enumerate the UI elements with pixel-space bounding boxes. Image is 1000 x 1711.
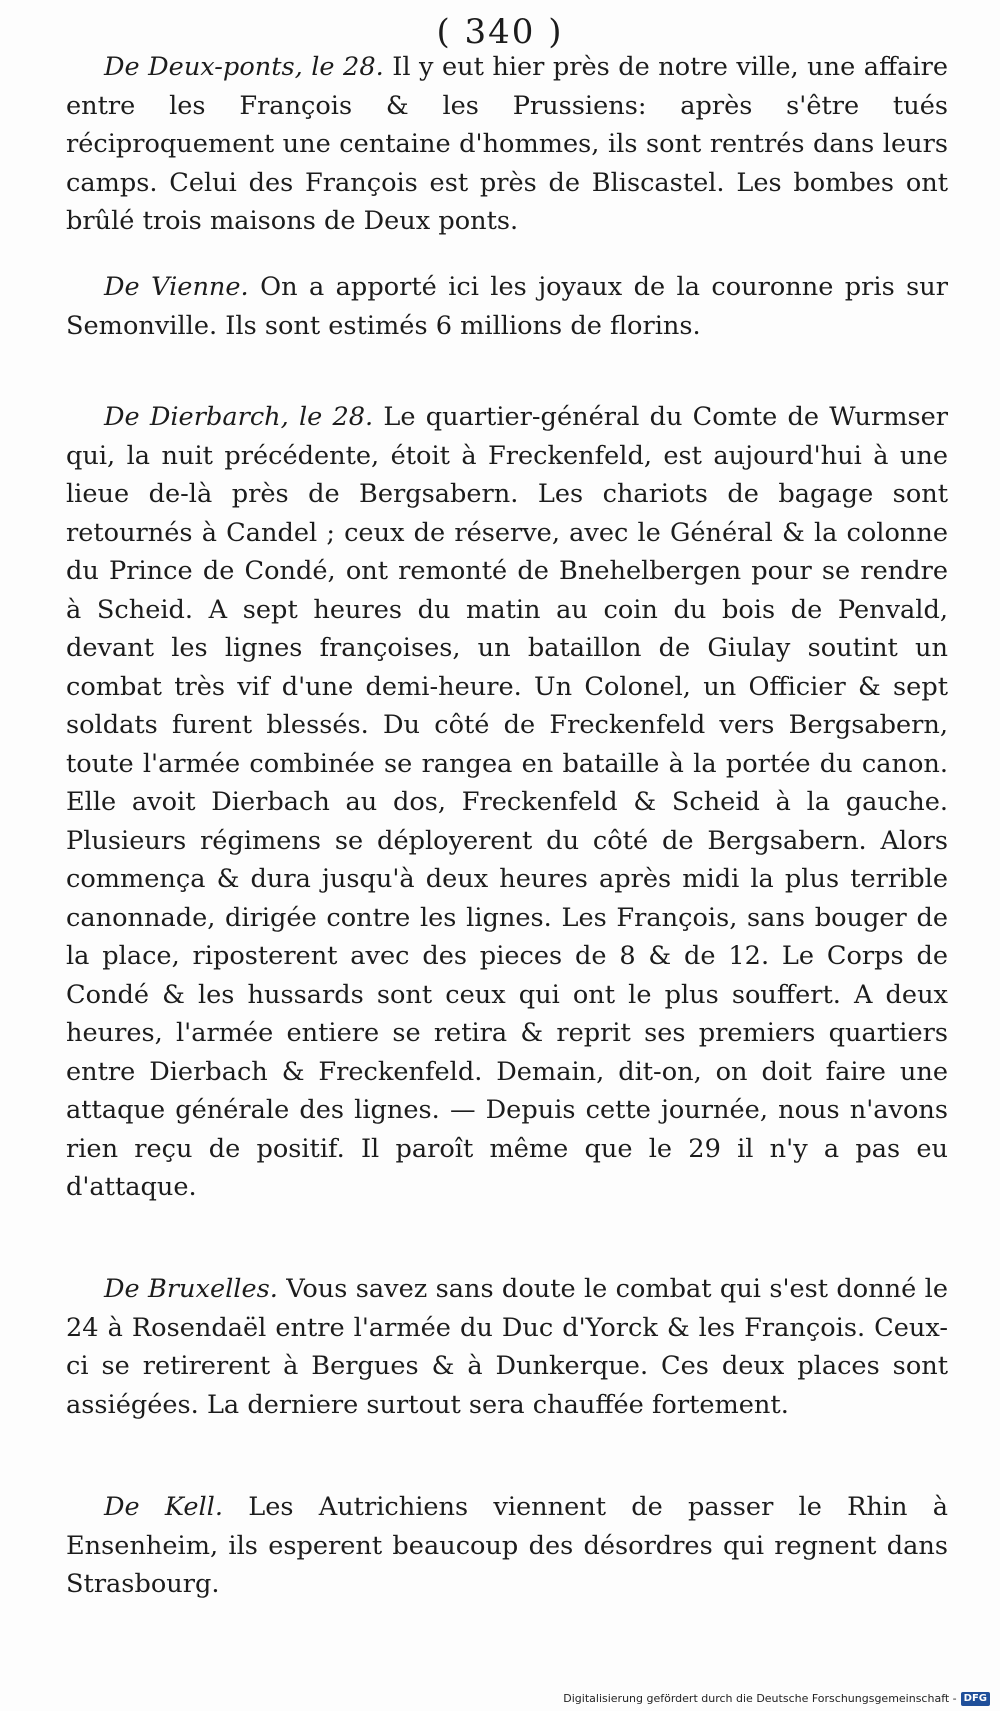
paragraph-bruxelles [66,1270,948,1424]
dateline-deux-ponts: De Deux-ponts, le 28. [104,52,384,82]
paragraph-kell [66,1488,948,1604]
text-vienne: On a apporté ici les joyaux de la couronne pris sur Semonville. Ils sont estimés 6 millions de florins. [66,272,948,341]
dateline-bruxelles: De Bruxelles. [104,1274,278,1304]
paragraph-deux-ponts [66,48,948,241]
dateline-dierbarch: De Dierbarch, le 28. [104,402,374,432]
dateline-vienne: De Vienne. [104,272,249,302]
page-number: ( 340 ) [436,12,564,52]
text-kell: Les Autrichiens viennent de passer le Rhin à Ensenheim, ils esperent beaucoup des désordres qui regnent dans Strasbourg. [66,1492,948,1599]
credit-text: Digitalisierung gefördert durch die Deutsche Forschungsgemeinschaft - [563,1692,957,1705]
text-deux-ponts: Il y eut hier près de notre ville, une affaire entre les François & les Prussiens: après s'être tués réciproquement une centaine d'hommes, ils sont rentrés dans leurs camps. Celui des François est près de Bliscastel. Les bombes ont brûlé trois maisons de Deux ponts. [66,52,948,236]
paragraph-body [66,1270,948,1424]
paragraph-body [66,1488,948,1604]
paragraph-body [66,268,948,345]
dfg-logo-icon: DFG [961,1692,990,1706]
paragraph-dierbarch [66,398,948,1207]
text-bruxelles: Vous savez sans doute le combat qui s'est donné le 24 à Rosendaël entre l'armée du Duc d'Yorck & les François. Ceux-ci se retirerent à Bergues & à Dunkerque. Ces deux places sont assiégées. La derniere surtout sera chauffée fortement. [66,1274,948,1420]
paragraph-body [66,48,948,241]
paragraph-body [66,398,948,1207]
dateline-kell: De Kell. [104,1492,223,1522]
paragraph-vienne [66,268,948,345]
text-dierbarch: Le quartier-général du Comte de Wurmser qui, la nuit précédente, étoit à Freckenfeld, est aujourd'hui à une lieue de-là près de Bergsabern. Les chariots de bagage sont retournés à Candel ; ceux de réserve, avec le Général & la colonne du Prince de Condé, ont remonté de Bnehelbergen pour se rendre à Scheid. A sept heures du matin au coin du bois de Penvald, devant les lignes françoises, un bataillon de Giulay soutint un combat très vif d'une demi-heure. Un Colonel, un Officier & sept soldats furent blessés. Du côté de Freckenfeld vers Bergsabern, toute l'armée combinée se rangea en bataille à la portée du canon. Elle avoit Dierbach au dos, Freckenfeld & Scheid à la gauche. Plusieurs régimens se déployerent du côté de Bergsabern. Alors commença & dura jusqu'à deux heures après midi la plus terrible canonnade, dirigée contre les lignes. Les François, sans bouger de la place, riposterent avec des pieces de 8 & de 12. Le Corps de Condé & les hussards sont ceux qui ont le plus souffert. A deux heures, l'armée entiere se retira & reprit ses premiers quartiers entre Dierbach & Freckenfeld. Demain, dit-on, on doit faire une attaque générale des lignes. — Depuis cette journée, nous n'avons rien reçu de positif. Il paroît même que le 29 il n'y a pas eu d'attaque. [66,402,949,1202]
digitization-credit [563,1691,990,1707]
